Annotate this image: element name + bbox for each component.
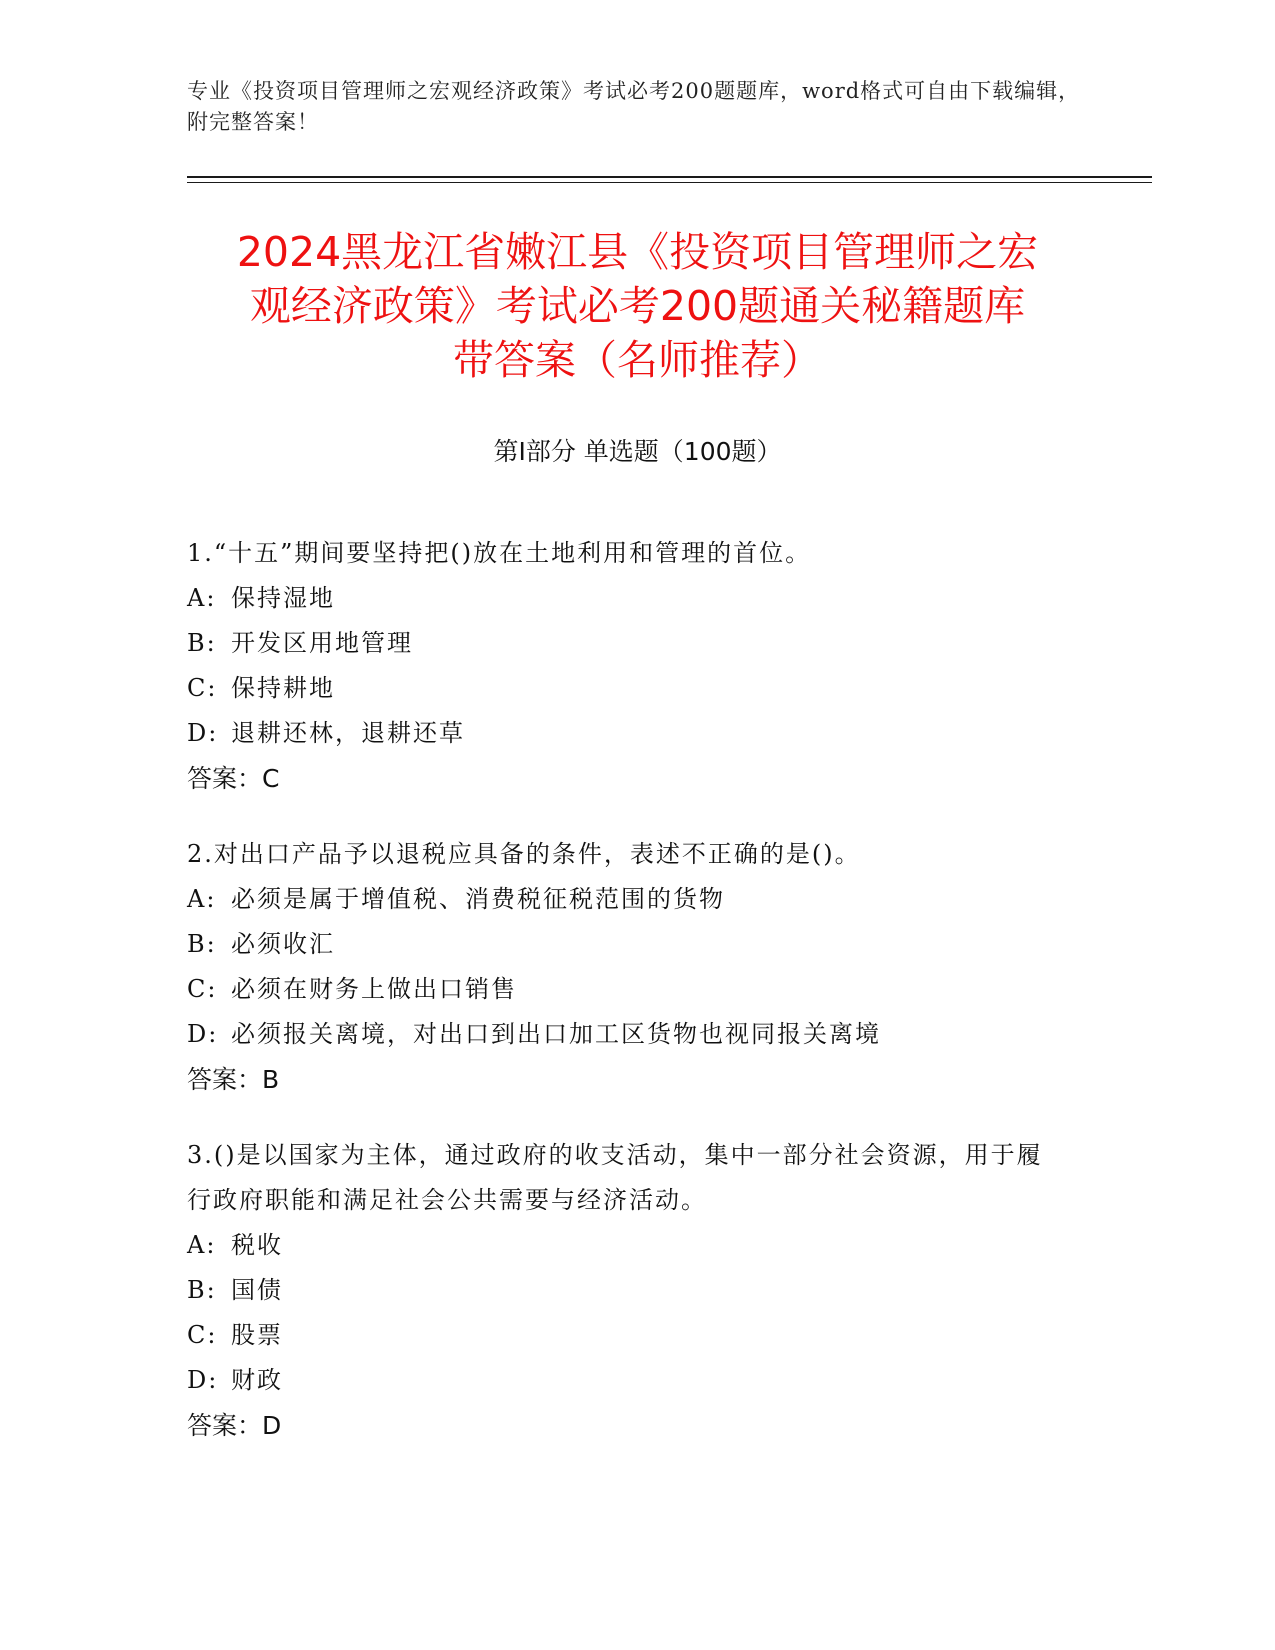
option-letter: B:: [187, 1276, 217, 1304]
option-b: [187, 621, 1067, 666]
option-b: [187, 1268, 1067, 1313]
document-title: [150, 225, 1125, 387]
option-letter: B:: [187, 930, 217, 958]
question-stem: 3.()是以国家为主体，通过政府的收支活动，集中一部分社会资源，用于履行政府职能和满足社会公共需要与经济活动。: [187, 1141, 1043, 1214]
question-list: [187, 531, 1067, 1479]
header-rule-thick: [187, 176, 1152, 178]
option-letter: D:: [187, 1366, 219, 1394]
section-heading: 第Ⅰ部分 单选题（100题）: [493, 437, 782, 466]
option-letter: B:: [187, 629, 217, 657]
option-text: 国债: [231, 1276, 283, 1304]
option-a: [187, 576, 1067, 621]
option-letter: C:: [187, 975, 218, 1003]
option-letter: D:: [187, 719, 219, 747]
option-text: 必须在财务上做出口销售: [231, 975, 517, 1003]
option-text: 必须是属于增值税、消费税征税范围的货物: [231, 885, 725, 913]
option-letter: A:: [187, 885, 217, 913]
option-text: 财政: [231, 1366, 283, 1394]
option-text: 退耕还林，退耕还草: [231, 719, 465, 747]
option-c: [187, 1313, 1067, 1358]
question-stem: 1.“十五”期间要坚持把()放在土地利用和管理的首位。: [187, 539, 812, 567]
option-letter: C:: [187, 1321, 218, 1349]
option-letter: D:: [187, 1020, 219, 1048]
option-letter: A:: [187, 584, 217, 612]
option-d: [187, 1012, 1067, 1057]
option-c: [187, 666, 1067, 711]
question-2: [187, 832, 1067, 1103]
answer-line: 答案：D: [187, 1411, 282, 1440]
title-line-3: 带答案（名师推荐）: [453, 336, 822, 384]
header-rule-thin: [187, 182, 1152, 183]
option-letter: A:: [187, 1231, 217, 1259]
option-text: 股票: [231, 1321, 283, 1349]
option-b: [187, 922, 1067, 967]
option-text: 保持耕地: [231, 674, 335, 702]
question-1: [187, 531, 1067, 802]
option-d: [187, 711, 1067, 756]
answer-line: 答案：B: [187, 1065, 280, 1094]
answer-line: 答案：C: [187, 764, 280, 793]
header-note: 专业《投资项目管理师之宏观经济政策》考试必考200题题库，word格式可自由下载编辑，附完整答案！: [187, 79, 1081, 134]
option-text: 税收: [231, 1231, 283, 1259]
option-a: [187, 877, 1067, 922]
option-text: 必须报关离境，对出口到出口加工区货物也视同报关离境: [231, 1020, 881, 1048]
option-letter: C:: [187, 674, 218, 702]
title-line-2: 观经济政策》考试必考200题通关秘籍题库: [249, 282, 1026, 330]
option-c: [187, 967, 1067, 1012]
option-text: 开发区用地管理: [231, 629, 413, 657]
title-line-1: 2024黑龙江省嫩江县《投资项目管理师之宏: [236, 228, 1039, 276]
option-d: [187, 1358, 1067, 1403]
option-text: 必须收汇: [231, 930, 335, 958]
question-3: [187, 1133, 1067, 1449]
option-text: 保持湿地: [231, 584, 335, 612]
option-a: [187, 1223, 1067, 1268]
question-stem: 2.对出口产品予以退税应具备的条件，表述不正确的是()。: [187, 840, 861, 868]
